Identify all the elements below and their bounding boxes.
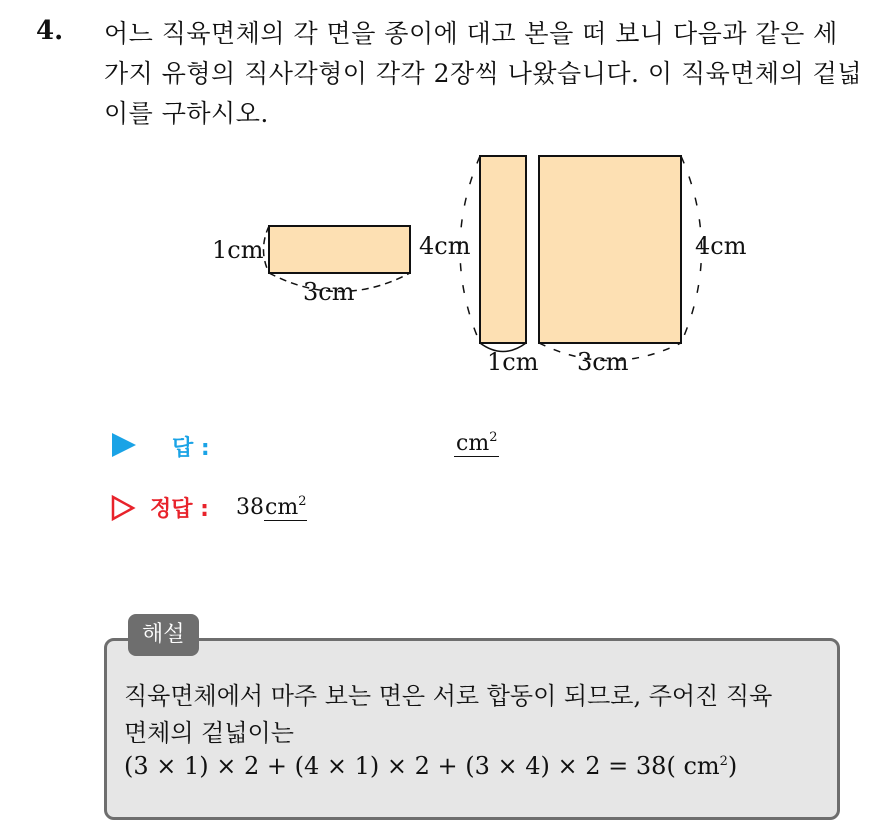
- correct-answer-label: 정답 :: [150, 497, 209, 522]
- explanation-line-1: 직육면체에서 마주 보는 면은 서로 합동이 되므로, 주어진 직육: [124, 682, 773, 710]
- explanation-tag: 해설: [128, 614, 199, 656]
- rect-1x4: [480, 156, 526, 343]
- explanation-formula: (3 × 1) × 2 + (4 × 1) × 2 + (3 × 4) × 2 = 38( $cm^2$): [124, 752, 738, 780]
- rect-3x4: [539, 156, 681, 343]
- question-text-line-3: 이를 구하시오.: [104, 99, 269, 128]
- rect1-height-label: 1cm: [212, 236, 264, 264]
- question-number: 4.: [36, 16, 64, 46]
- rect3-width-label: 3cm: [577, 348, 629, 376]
- question-text-line-1: 어느 직육면체의 각 면을 종이에 대고 본을 떠 보니 다음과 같은 세: [104, 19, 838, 48]
- correct-answer-value: $38cm^2$: [236, 494, 307, 520]
- question-text-line-2: 가지 유형의 직사각형이 각각 2장씩 나왔습니다. 이 직육면체의 겉넓: [104, 59, 862, 88]
- rect2-height-label: 4cm: [419, 232, 471, 260]
- answer-unit: $cm^2$: [456, 430, 498, 456]
- rect2-width-label: 1cm: [487, 348, 539, 376]
- rect1-width-label: 3cm: [303, 278, 355, 306]
- correct-answer-marker-icon: [110, 494, 136, 522]
- explanation-line-2: 면체의 겉넓이는: [124, 719, 294, 747]
- answer-label: 답 :: [172, 436, 210, 461]
- rect3-height-label: 4cm: [695, 232, 747, 260]
- answer-marker-icon: [112, 433, 136, 457]
- rect-3x1: [269, 226, 410, 273]
